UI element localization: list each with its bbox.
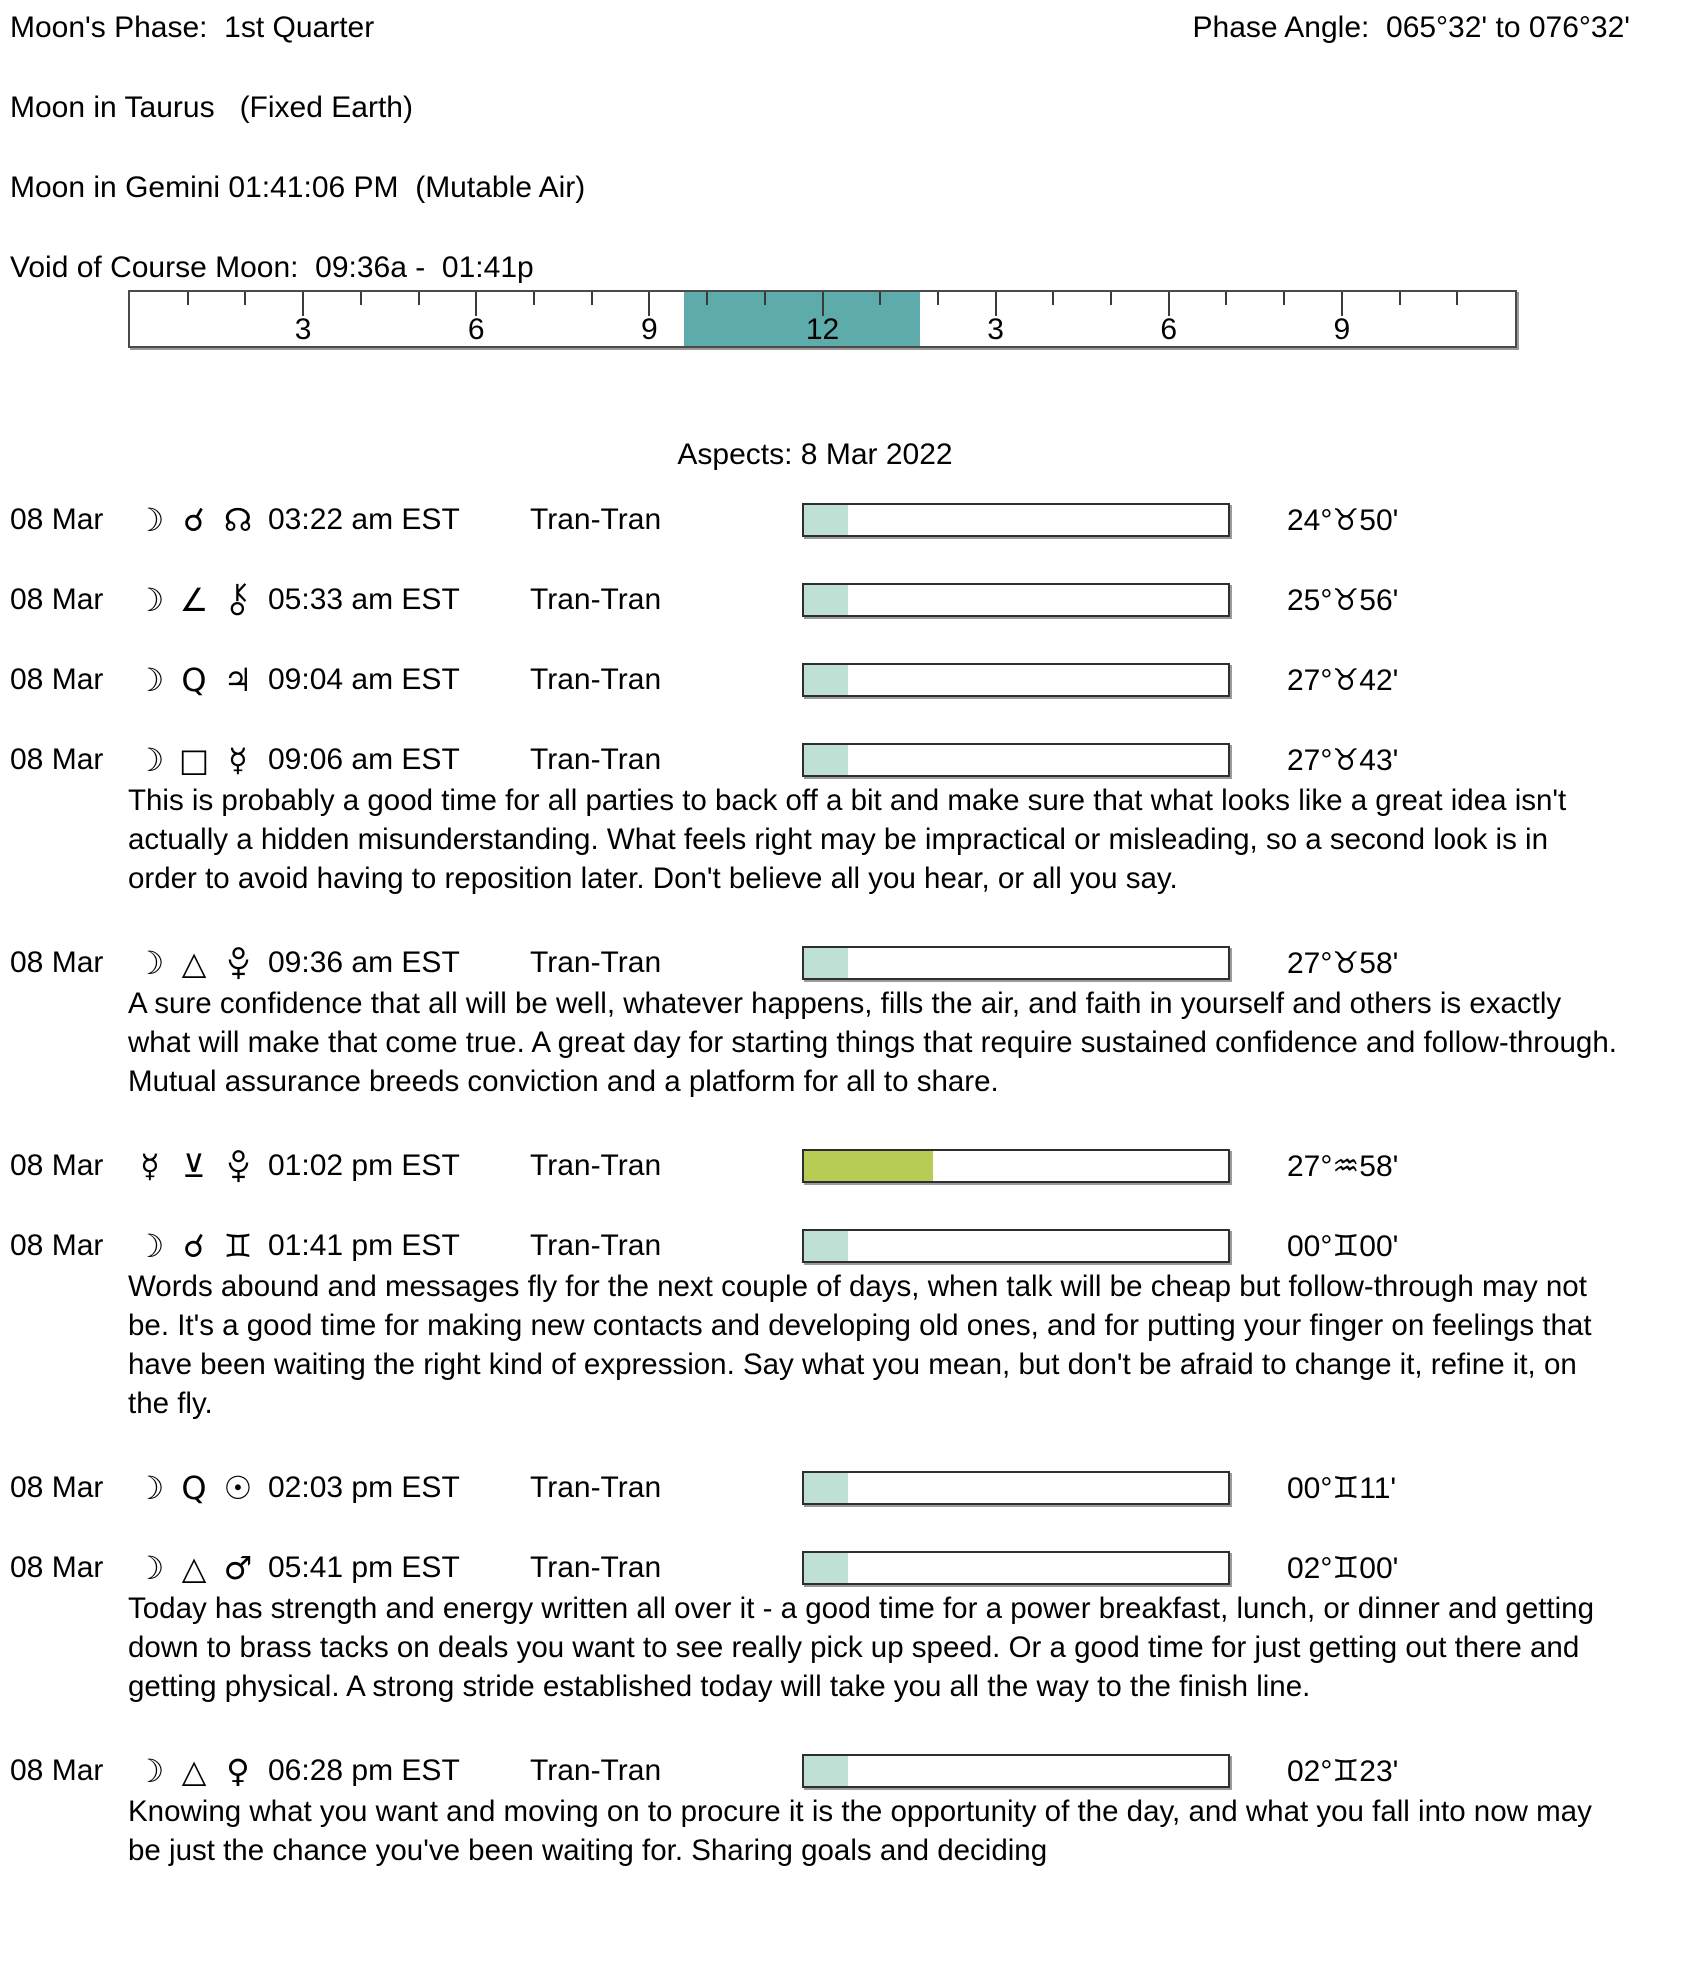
- minutes-value: 43': [1359, 743, 1399, 777]
- hour-tick: [764, 292, 766, 305]
- jupiter-glyph: ♃: [223, 661, 253, 699]
- trine-aspect-glyph: △: [181, 1549, 207, 1587]
- conjunction-aspect-glyph: ☌: [183, 1227, 205, 1265]
- aspect-orb-bar-fill: [804, 745, 848, 775]
- hour-tick: [1110, 292, 1112, 305]
- hour-tick: [706, 292, 708, 305]
- aspect-date: 08 Mar: [10, 743, 104, 776]
- degree-value: 00°: [1287, 1471, 1333, 1505]
- aspect-orb-bar-fill: [804, 1473, 848, 1503]
- moon-glyph: ☽: [135, 944, 165, 982]
- aspect-row: [10, 1467, 1676, 1509]
- zodiac-sign-glyph: ♉: [1332, 945, 1360, 981]
- aspect-glyphs: [128, 1547, 268, 1589]
- moon-glyph: ☽: [135, 1227, 165, 1265]
- header-line-1: [10, 10, 1676, 46]
- aspect-type: Tran-Tran: [530, 1229, 662, 1262]
- hour-tick: [244, 292, 246, 305]
- minutes-value: 58': [1359, 946, 1399, 980]
- zodiac-sign-glyph: ♊: [1332, 1550, 1360, 1586]
- aspect-time: 05:41 pm EST: [268, 1551, 460, 1584]
- minutes-value: 11': [1359, 1471, 1397, 1505]
- quintile-aspect-glyph: Q: [181, 661, 207, 699]
- aspect-degree: [1287, 663, 1398, 698]
- minutes-value: 42': [1359, 663, 1399, 697]
- aspect-glyphs: [128, 499, 268, 541]
- aspect-row: [10, 739, 1676, 781]
- aspect-orb-bar: [802, 1551, 1230, 1585]
- aspect-row: [10, 659, 1676, 701]
- aspect-orb-bar: [802, 1229, 1230, 1263]
- aspect-row: [10, 942, 1676, 984]
- aspect-row: [10, 579, 1676, 621]
- aspect-date: 08 Mar: [10, 1551, 104, 1584]
- aspect-note: Words abound and messages fly for the next couple of days, when talk will be cheap but follow-through may not be. It's a good time for making new contacts and developing old ones, and for putting your finger on feelings that have been waiting the right kind of expression. Say what you mean, but don't be afraid to change it, refine it, on the fly.: [128, 1270, 1592, 1420]
- voc-fill: [684, 292, 920, 346]
- aspect-row: [10, 499, 1676, 541]
- aspect-orb-bar: [802, 503, 1230, 537]
- aspect-degree: [1287, 1149, 1398, 1184]
- degree-value: 25°: [1287, 583, 1333, 617]
- aspect-orb-bar: [802, 1471, 1230, 1505]
- aspect-type: Tran-Tran: [530, 663, 662, 696]
- semisextile-aspect-glyph: ⊻: [182, 1147, 206, 1185]
- hour-tick: [360, 292, 362, 305]
- conjunction-aspect-glyph: ☌: [183, 501, 205, 539]
- moon-glyph: ☽: [135, 1752, 165, 1790]
- moon-glyph: ☽: [135, 1549, 165, 1587]
- aspect-orb-bar: [802, 946, 1230, 980]
- hour-tick: [1225, 292, 1227, 305]
- zodiac-sign-glyph: ♉: [1332, 502, 1360, 538]
- zodiac-sign-glyph: ♒: [1332, 1148, 1360, 1184]
- voc-timeline: [128, 290, 1517, 348]
- aspect-orb-bar-fill: [804, 665, 848, 695]
- hour-label: 3: [987, 313, 1004, 346]
- sun-glyph: ☉: [223, 1469, 253, 1507]
- aspect-row: [10, 1547, 1676, 1589]
- aspect-note: A sure confidence that all will be well, whatever happens, fills the air, and faith in yourself and others is exactly what will make that come true. A great day for starting things that require sustained confidence and follow-through. Mutual assurance breeds conviction and a platform for all to share.: [128, 987, 1617, 1098]
- degree-value: 24°: [1287, 503, 1333, 537]
- mars-glyph: ♂: [223, 1549, 253, 1587]
- aspect-time: 02:03 pm EST: [268, 1471, 460, 1504]
- semisquare-aspect-glyph: ∠: [179, 581, 209, 619]
- gemini-glyph: ♊: [223, 1227, 253, 1265]
- aspect-type: Tran-Tran: [530, 583, 662, 616]
- aspect-type: Tran-Tran: [530, 743, 662, 776]
- aspect-time: 09:06 am EST: [268, 743, 460, 776]
- aspect-row: [10, 1145, 1676, 1187]
- aspect-orb-bar: [802, 663, 1230, 697]
- aspect-glyphs: [128, 1225, 268, 1267]
- aspect-degree: [1287, 583, 1398, 618]
- moon-glyph: ☽: [135, 581, 165, 619]
- aspect-time: 09:36 am EST: [268, 946, 460, 979]
- aspect-date: 08 Mar: [10, 583, 104, 616]
- aspect-orb-bar: [802, 1754, 1230, 1788]
- aspect-type: Tran-Tran: [530, 503, 662, 536]
- aspect-date: 08 Mar: [10, 1754, 104, 1787]
- hour-tick: [937, 292, 939, 305]
- minutes-value: 56': [1359, 583, 1399, 617]
- hour-tick: [187, 292, 189, 305]
- minutes-value: 23': [1359, 1754, 1399, 1788]
- aspect-type: Tran-Tran: [530, 1551, 662, 1584]
- aspect-glyphs: [128, 1750, 268, 1792]
- aspect-time: 09:04 am EST: [268, 663, 460, 696]
- minutes-value: 00': [1359, 1551, 1399, 1585]
- aspect-degree: [1287, 1551, 1398, 1586]
- moon-sign-current-text: Moon in Taurus (Fixed Earth): [10, 91, 413, 124]
- aspect-date: 08 Mar: [10, 1149, 104, 1182]
- hour-label: 6: [467, 313, 485, 346]
- degree-value: 27°: [1287, 946, 1333, 980]
- moon-glyph: ☽: [135, 501, 165, 539]
- trine-aspect-glyph: △: [181, 944, 207, 982]
- void-of-course-text: Void of Course Moon: 09:36a - 01:41p: [10, 251, 534, 284]
- hour-tick: [879, 292, 881, 305]
- chiron-icon: [216, 579, 260, 621]
- degree-value: 27°: [1287, 1149, 1333, 1183]
- venus-glyph: ♀: [226, 1752, 250, 1790]
- aspect-glyphs: [128, 1467, 268, 1509]
- aspect-date: 08 Mar: [10, 1229, 104, 1262]
- aspect-time: 06:28 pm EST: [268, 1754, 460, 1787]
- aspects-title: Aspects: 8 Mar 2022: [677, 438, 953, 471]
- aspect-time: 05:33 am EST: [268, 583, 460, 616]
- hour-label: 9: [1333, 313, 1351, 346]
- hour-tick: [1283, 292, 1285, 305]
- aspect-glyphs: [128, 579, 268, 621]
- aspect-degree: [1287, 743, 1398, 778]
- hour-tick: [1052, 292, 1054, 305]
- moon-glyph: ☽: [135, 1469, 165, 1507]
- aspect-date: 08 Mar: [10, 663, 104, 696]
- zodiac-sign-glyph: ♊: [1332, 1228, 1360, 1264]
- quintile-aspect-glyph: Q: [181, 1469, 207, 1507]
- aspect-orb-bar-fill: [804, 1553, 848, 1583]
- aspect-type: Tran-Tran: [530, 1471, 662, 1504]
- aspect-type: Tran-Tran: [530, 1754, 662, 1787]
- aspect-degree: [1287, 503, 1398, 538]
- aspect-glyphs: [128, 942, 268, 984]
- aspect-orb-bar: [802, 743, 1230, 777]
- mercury-glyph: ☿: [228, 741, 248, 779]
- aspect-note: Knowing what you want and moving on to procure it is the opportunity of the day, and what you fall into now may be just the chance you've been waiting for. Sharing goals and deciding: [128, 1795, 1592, 1867]
- minutes-value: 58': [1359, 1149, 1399, 1183]
- zodiac-sign-glyph: ♉: [1332, 742, 1360, 778]
- aspect-date: 08 Mar: [10, 503, 104, 536]
- hour-tick: [418, 292, 420, 305]
- minutes-value: 50': [1359, 503, 1399, 537]
- aspect-degree: [1287, 1754, 1398, 1789]
- degree-value: 27°: [1287, 663, 1333, 697]
- aspect-list: [10, 499, 1676, 1870]
- hour-tick: [1399, 292, 1401, 305]
- aspect-time: 01:02 pm EST: [268, 1149, 460, 1182]
- square-aspect-glyph: □: [178, 741, 210, 779]
- aspect-orb-bar: [802, 1149, 1230, 1183]
- zodiac-sign-glyph: ♊: [1332, 1753, 1360, 1789]
- aspect-degree: [1287, 946, 1398, 981]
- aspect-date: 08 Mar: [10, 1471, 104, 1504]
- aspect-row: [10, 1225, 1676, 1267]
- hour-tick: [1456, 292, 1458, 305]
- mercury-glyph: ☿: [140, 1147, 160, 1185]
- hour-label: 9: [641, 313, 658, 346]
- degree-value: 27°: [1287, 743, 1333, 777]
- degree-value: 00°: [1287, 1229, 1333, 1263]
- moon-glyph: ☽: [135, 741, 165, 779]
- pluto-icon: [216, 1145, 260, 1187]
- aspect-date: 08 Mar: [10, 946, 104, 979]
- aspect-type: Tran-Tran: [530, 1149, 662, 1182]
- aspect-time: 03:22 am EST: [268, 503, 460, 536]
- aspect-degree: [1287, 1471, 1396, 1506]
- aspect-orb-bar-fill: [804, 585, 848, 615]
- aspect-degree: [1287, 1229, 1398, 1264]
- phase-angle-text: Phase Angle: 065°32' to 076°32': [1192, 11, 1630, 44]
- degree-value: 02°: [1287, 1754, 1333, 1788]
- aspect-note: Today has strength and energy written all over it - a good time for a power breakfast, lunch, or dinner and getting down to brass tacks on deals you want to see really pick up speed. Or a good time for just getting out there and getting physical. A strong stride established today will take you all the way to the finish line.: [128, 1592, 1594, 1703]
- aspect-row: [10, 1750, 1676, 1792]
- moon-glyph: ☽: [135, 661, 165, 699]
- zodiac-sign-glyph: ♊: [1332, 1470, 1360, 1506]
- hour-label: 6: [1160, 313, 1178, 346]
- aspect-orb-bar-fill: [804, 1151, 933, 1181]
- moon-sign-next-text: Moon in Gemini 01:41:06 PM (Mutable Air): [10, 171, 586, 204]
- hour-tick: [591, 292, 593, 305]
- hour-label: 12: [805, 313, 840, 346]
- trine-aspect-glyph: △: [181, 1752, 207, 1790]
- zodiac-sign-glyph: ♉: [1332, 662, 1360, 698]
- aspect-orb-bar-fill: [804, 948, 848, 978]
- hour-label: 3: [294, 313, 312, 346]
- zodiac-sign-glyph: ♉: [1332, 582, 1360, 618]
- aspect-glyphs: [128, 1145, 268, 1187]
- moon-phase-text: Moon's Phase: 1st Quarter: [10, 11, 375, 44]
- hour-tick: [533, 292, 535, 305]
- pluto-icon: [216, 942, 260, 984]
- aspect-time: 01:41 pm EST: [268, 1229, 460, 1262]
- aspect-glyphs: [128, 659, 268, 701]
- aspect-orb-bar-fill: [804, 1756, 848, 1786]
- aspect-glyphs: [128, 739, 268, 781]
- degree-value: 02°: [1287, 1551, 1333, 1585]
- aspect-type: Tran-Tran: [530, 946, 662, 979]
- aspect-orb-bar-fill: [804, 1231, 848, 1261]
- north-node-glyph: ☊: [223, 501, 253, 539]
- aspect-orb-bar-fill: [804, 505, 848, 535]
- aspect-note: This is probably a good time for all parties to back off a bit and make sure that what looks like a great idea isn't actually a hidden misunderstanding. What feels right may be impractical or misleading, so a second look is in order to avoid having to reposition later. Don't believe all you hear, or all you say.: [128, 784, 1567, 895]
- minutes-value: 00': [1359, 1229, 1399, 1263]
- aspect-orb-bar: [802, 583, 1230, 617]
